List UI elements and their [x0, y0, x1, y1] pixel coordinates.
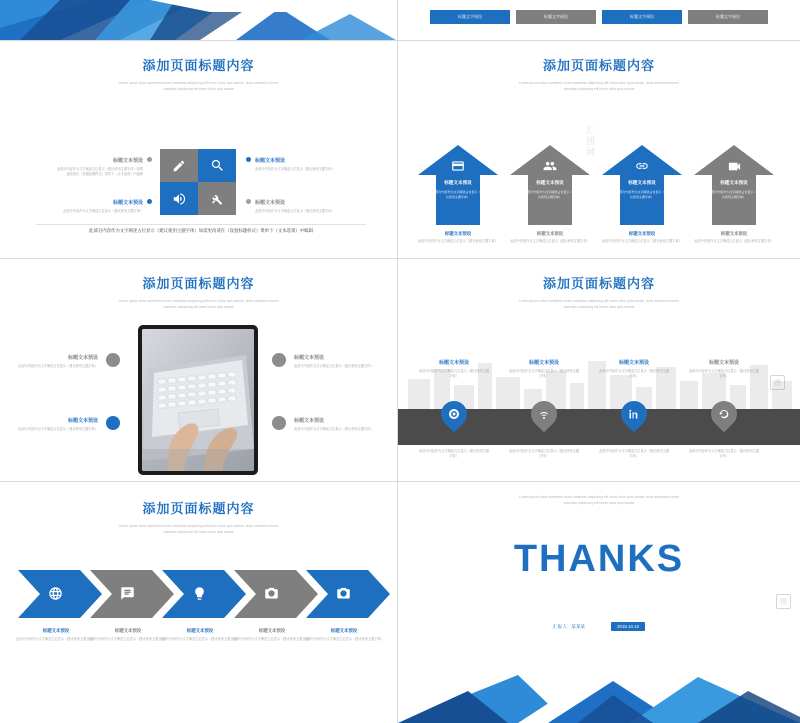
slide-1-item-4	[255, 199, 343, 214]
thanks-title: THANKS	[513, 538, 685, 580]
icon-cell-edit[interactable]	[160, 149, 198, 182]
slide-3-subtitle-line1: Lorem ipsum dolor sametenn lorem caseritas adipiscing elit lorem dolor quis samse, dolor sametenn lorem	[118, 299, 279, 303]
watermark-badge-1-label: 图	[774, 379, 781, 387]
chevron-5[interactable]	[306, 570, 390, 618]
chevron-4-body: 此部分内容作为文字阐述占位显示（建议使用主题字体）	[232, 637, 312, 641]
slide-3-subtitle-line2: caseritas adipiscing elit lorem dolor quis samse	[163, 305, 234, 309]
tab-box-2-label: 标题文字预设	[544, 14, 568, 19]
globe-icon	[48, 586, 63, 601]
slide-2-subtitle-line1: Lorem ipsum dolor sametenn lorem caseritas adipiscing elit lorem dolor quis samse, dolor sametenn lorem	[519, 81, 679, 85]
up-arrow-4-under	[692, 231, 776, 244]
slide-4-subtitle-line2: caseritas adipiscing elit lorem dolor quis samse	[563, 305, 635, 309]
up-arrow-4-body: 此部分内容作为文字阐述占位显示（建议使用主题字体）	[708, 190, 760, 199]
slide-5	[0, 482, 397, 723]
up-arrow-3-under-body: 此部分内容作为文字阐述占位显示（建议使用主题字体）	[602, 239, 682, 243]
camera-icon	[336, 586, 351, 601]
slide-4-col-1-top-body: 此部分内容作为文字阐述占位显示（建议使用主题字体）	[418, 369, 490, 378]
slide-1-item-1-body: 此部分内容作为文字阐述占位显示（建议使用主题字体）如需更改请在（设置标题样式）菜单下（文本选项）中编辑	[56, 167, 143, 176]
up-arrow-1[interactable]	[418, 145, 498, 225]
slide-1	[0, 41, 397, 258]
chevron-5-caption	[304, 628, 384, 642]
up-arrow-2-under-label: 标题文本预设	[536, 231, 564, 236]
slide-3-left-bullet-1	[106, 353, 120, 367]
slide-4-col-2-top-body: 此部分内容作为文字阐述占位显示（建议使用主题字体）	[508, 369, 580, 378]
tab-box-3-label: 标题文字预设	[630, 14, 654, 19]
chevron-2-label: 标题文本预设	[114, 628, 142, 633]
slide-1-bullet-1	[147, 157, 152, 162]
slide-1-bullet-4	[246, 199, 251, 204]
slide-3-left-item-1	[18, 354, 98, 369]
slide-4-title: 添加页面标题内容	[542, 276, 655, 291]
up-arrow-4-under-label: 标题文本预设	[720, 231, 748, 236]
video-icon	[727, 159, 742, 174]
watermark-badge-2-label: 图	[780, 598, 787, 606]
slide-4-col-3-bottom-body: 此部分内容作为文字阐述占位显示（建议使用主题字体）	[598, 449, 670, 458]
slide-2-title: 添加页面标题内容	[542, 58, 655, 73]
slide-4	[398, 259, 800, 481]
people-icon	[543, 159, 557, 173]
chat-icon	[120, 586, 135, 601]
slide-3-right-item-1	[294, 354, 374, 369]
icon-grid	[160, 149, 236, 215]
icon-cell-volume[interactable]	[160, 182, 198, 215]
card-icon	[451, 159, 465, 173]
slide-3-right-bullet-1	[272, 353, 286, 367]
chevron-1-caption	[16, 628, 96, 642]
bulb-icon	[192, 586, 207, 601]
up-arrow-2-under-body: 此部分内容作为文字阐述占位显示（建议使用主题字体）	[510, 239, 590, 243]
chevron-1-body: 此部分内容作为文字阐述占位显示（建议使用主题字体）	[16, 637, 96, 641]
tab-box-4-label: 标题文字预设	[716, 14, 740, 19]
slide-6-subtitle-line2: caseritas adipiscing elit lorem dolor quis samse	[563, 501, 635, 505]
slide-3-right-item-1-body: 此部分内容作为文字阐述占位显示（建议使用主题字体）	[294, 364, 374, 368]
watermark-badge-2	[776, 594, 791, 609]
volume-icon	[172, 192, 186, 206]
up-arrow-4-under-body: 此部分内容作为文字阐述占位显示（建议使用主题字体）	[694, 239, 774, 243]
slide-4-col-1-bottom-body: 此部分内容作为文字阐述占位显示（建议使用主题字体）	[418, 449, 490, 458]
up-arrow-3[interactable]	[602, 145, 682, 225]
slide-3-right-item-2-body: 此部分内容作为文字阐述占位显示（建议使用主题字体）	[294, 427, 374, 431]
slide-2	[398, 41, 800, 258]
slide-3-left-bullet-2	[106, 416, 120, 430]
slide-4-col-3-top-body: 此部分内容作为文字阐述占位显示（建议使用主题字体）	[598, 369, 670, 378]
up-arrow-4[interactable]	[694, 145, 774, 225]
watermark-label-1: 汇图网	[585, 125, 595, 158]
slide-tabs	[398, 0, 800, 40]
linkedin-icon	[628, 408, 640, 420]
slide-5-subtitle-line1: Lorem ipsum dolor sametenn lorem caseritas adipiscing elit lorem dolor quis samse, dolor sametenn lorem	[118, 524, 279, 528]
slide-3-right-bullet-2	[272, 416, 286, 430]
up-arrow-1-cap: 标题文本预设	[444, 180, 472, 185]
icon-cell-search[interactable]	[198, 149, 236, 182]
up-arrow-2-cap: 标题文本预设	[536, 180, 564, 185]
slide-1-item-4-body: 此部分内容作为文字阐述占位显示（建议使用主题字体）	[255, 209, 335, 213]
slide-1-footer-rule	[36, 224, 366, 225]
up-arrow-2-body: 此部分内容作为文字阐述占位显示（建议使用主题字体）	[524, 190, 576, 199]
date-badge: 2018.10.10	[611, 622, 645, 631]
chevron-3-label: 标题文本预设	[186, 628, 214, 633]
slide-4-col-4-top-body: 此部分内容作为文字阐述占位显示（建议使用主题字体）	[688, 369, 760, 378]
up-arrow-3-cap: 标题文本预设	[628, 180, 656, 185]
cover-banner	[0, 0, 396, 40]
slide-3-left-item-2	[18, 417, 98, 432]
tools-icon	[210, 192, 224, 206]
up-arrow-3-under	[600, 231, 684, 244]
slide-4-col-4-bottom-body: 此部分内容作为文字阐述占位显示（建议使用主题字体）	[688, 449, 760, 458]
link-icon	[635, 159, 649, 173]
reporter-label: 汇报人：某某某	[552, 623, 586, 629]
camera-icon	[264, 586, 279, 601]
slide-1-item-3-label: 标题文本预设	[255, 158, 286, 164]
slide-2-subtitle-line2: caseritas adipiscing elit lorem dolor quis samse	[563, 87, 635, 91]
thanks-footer	[398, 622, 800, 631]
slide-4-col-4-label: 标题文本预设	[708, 360, 739, 366]
slide-1-subtitle-line1: Lorem ipsum dolor sametenn lorem caseritas adipiscing elit lorem dolor quis samse, dolor sametenn lorem	[118, 81, 279, 85]
slide-3-right-item-1-label: 标题文本预设	[294, 355, 325, 361]
slide-4-col-3-label: 标题文本预设	[618, 360, 649, 366]
tab-box-1-label: 标题文字预设	[458, 14, 482, 19]
up-arrow-3-under-label: 标题文本预设	[628, 231, 656, 236]
up-arrow-1-under	[416, 231, 500, 244]
slide-4-subtitle-line1: Lorem ipsum dolor sametenn lorem caseritas adipiscing elit lorem dolor quis samse, dolor sametenn lorem	[519, 299, 679, 303]
tab-box-2[interactable]	[516, 10, 596, 24]
slide-1-subtitle-line2: caseritas adipiscing elit lorem dolor quis samse	[163, 87, 234, 91]
up-arrow-2-under	[508, 231, 592, 244]
thanks-bottom-graphic	[398, 651, 800, 723]
slide-3-left-item-2-body: 此部分内容作为文字阐述占位显示（建议使用主题字体）	[18, 427, 98, 431]
icon-cell-tools[interactable]	[198, 182, 236, 215]
slide-4-col-3	[598, 359, 670, 379]
up-arrow-2[interactable]	[510, 145, 590, 225]
slide-5-title: 添加页面标题内容	[142, 501, 255, 516]
slide-1-bullet-3	[246, 157, 251, 162]
device-screen	[142, 329, 254, 471]
tab-box-4[interactable]	[688, 10, 768, 24]
refresh-icon	[718, 408, 730, 420]
slide-4-col-2-bottom-body: 此部分内容作为文字阐述占位显示（建议使用主题字体）	[508, 449, 580, 458]
slide-3-title: 添加页面标题内容	[142, 276, 255, 291]
slide-1-title: 添加页面标题内容	[142, 58, 255, 73]
slide-4-col-2	[508, 359, 580, 379]
watermark-text-1	[584, 125, 597, 158]
slide-1-item-4-label: 标题文本预设	[255, 200, 286, 206]
slide-4-col-4	[688, 359, 760, 379]
slide-6-thanks	[398, 482, 800, 723]
device-photo	[138, 325, 258, 475]
slide-3-left-item-1-label: 标题文本预设	[67, 355, 98, 361]
slide-5-subtitle-line2: caseritas adipiscing elit lorem dolor quis samse	[163, 530, 234, 534]
slide-3	[0, 259, 397, 481]
tab-box-1[interactable]	[430, 10, 510, 24]
chevron-2-body: 此部分内容作为文字阐述占位显示（建议使用主题字体）	[88, 637, 168, 641]
up-arrow-1-under-label: 标题文本预设	[444, 231, 472, 236]
up-arrow-1-body: 此部分内容作为文字阐述占位显示（建议使用主题字体）	[432, 190, 484, 199]
chevron-3-body: 此部分内容作为文字阐述占位显示（建议使用主题字体）	[160, 637, 240, 641]
slide-3-right-item-2	[294, 417, 374, 432]
chevron-2-caption	[88, 628, 168, 642]
chevron-1-label: 标题文本预设	[42, 628, 70, 633]
wifi-icon	[538, 408, 550, 420]
up-arrow-3-body: 此部分内容作为文字阐述占位显示（建议使用主题字体）	[616, 190, 668, 199]
slide-3-left-item-1-body: 此部分内容作为文字阐述占位显示（建议使用主题字体）	[18, 364, 98, 368]
slide-6-subtitle-line1: Lorem ipsum dolor sametenn lorem caseritas adipiscing elit lorem dolor quis samse, dolor sametenn lorem	[519, 495, 679, 499]
slide-4-col-1	[418, 359, 490, 379]
search-icon	[210, 158, 225, 173]
target-icon	[448, 408, 460, 420]
slide-4-col-2-label: 标题文本预设	[528, 360, 559, 366]
chevron-3-caption	[160, 628, 240, 642]
slide-1-footer	[36, 227, 366, 234]
slide-1-item-3	[255, 157, 343, 172]
slide-1-footer-text: 此部分内容作为文字阐述占位显示（建议使用主题字体）如需更改请在（设置标题样式）菜单下（文本选项）中编辑	[89, 228, 313, 233]
slide-1-item-1-label: 标题文本预设	[112, 158, 143, 164]
edit-icon	[172, 159, 186, 173]
slide-1-item-2-label: 标题文本预设	[112, 200, 143, 206]
slide-1-item-1	[55, 157, 143, 177]
slide-1-item-3-body: 此部分内容作为文字阐述占位显示（建议使用主题字体）	[255, 167, 335, 171]
watermark-badge-1	[770, 375, 785, 390]
tab-box-3[interactable]	[602, 10, 682, 24]
chevron-5-body: 此部分内容作为文字阐述占位显示（建议使用主题字体）	[304, 637, 384, 641]
chevron-4-label: 标题文本预设	[258, 628, 286, 633]
up-arrow-1-under-body: 此部分内容作为文字阐述占位显示（建议使用主题字体）	[418, 239, 498, 243]
up-arrow-4-cap: 标题文本预设	[720, 180, 748, 185]
slide-4-col-1-label: 标题文本预设	[438, 360, 469, 366]
slide-3-right-item-2-label: 标题文本预设	[294, 418, 325, 424]
chevron-5-label: 标题文本预设	[330, 628, 358, 633]
slide-1-item-2-body: 此部分内容作为文字阐述占位显示（建议使用主题字体）	[63, 209, 143, 213]
slide-3-left-item-2-label: 标题文本预设	[67, 418, 98, 424]
chevron-4-caption	[232, 628, 312, 642]
slide-1-bullet-2	[147, 199, 152, 204]
slide-1-item-2	[55, 199, 143, 214]
